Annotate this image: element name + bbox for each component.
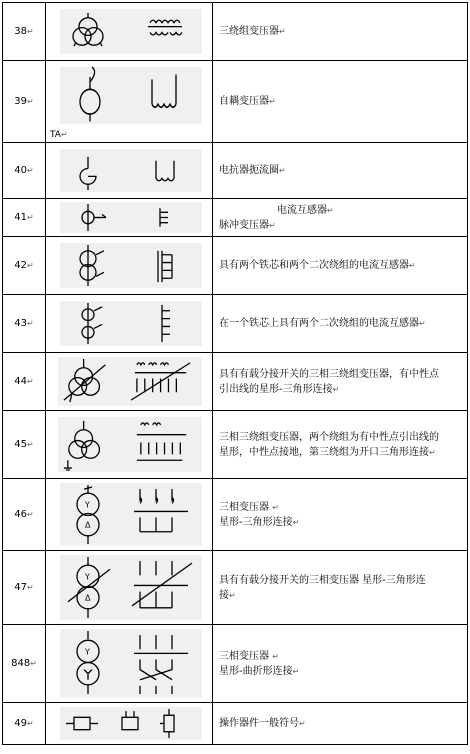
row-number: 49	[14, 718, 28, 729]
description-line	[219, 664, 467, 679]
row-number: 41	[14, 212, 28, 223]
return-mark: ↵	[272, 502, 279, 512]
return-mark: ↵	[332, 384, 340, 394]
description-line	[219, 500, 467, 515]
row-number-cell	[3, 199, 46, 237]
row-number-cell	[3, 237, 46, 295]
description-text: 接	[219, 589, 229, 601]
three-phase-star-zigzag-transformer-symbol	[60, 629, 202, 698]
description-cell	[213, 295, 468, 353]
symbol-cell	[46, 411, 213, 479]
symbol-cell	[46, 61, 213, 143]
svg-text:Δ: Δ	[85, 593, 91, 603]
return-mark: ↵	[409, 261, 416, 270]
row-number: 40	[14, 165, 28, 176]
table-row	[3, 237, 468, 295]
return-mark: ↵	[27, 97, 34, 106]
description-line	[219, 367, 467, 382]
return-mark: ↵	[27, 440, 34, 449]
svg-text:Δ: Δ	[85, 520, 91, 530]
description-line	[219, 218, 467, 233]
two-core-current-transformer-symbol	[60, 243, 202, 288]
three-phase-star-delta-transformer-symbol	[60, 483, 202, 546]
description-cell	[213, 703, 468, 745]
operating-device-symbol	[60, 707, 202, 740]
description-cell	[213, 143, 468, 199]
description-line	[219, 573, 467, 588]
return-mark: ↵	[279, 166, 286, 175]
return-mark: ↵	[292, 517, 300, 527]
return-mark: ↵	[429, 447, 436, 457]
description-line	[219, 430, 467, 445]
one-core-two-winding-current-transformer-symbol	[60, 301, 202, 346]
return-mark: ↵	[327, 205, 334, 215]
symbol-table	[2, 2, 468, 745]
row-number-cell	[3, 479, 46, 551]
symbol-cell	[46, 199, 213, 237]
description-line	[219, 382, 467, 397]
svg-text:Y: Y	[85, 500, 90, 510]
return-mark: ↵	[292, 666, 300, 676]
row-number: 42	[14, 260, 28, 271]
row-number: 39	[14, 96, 28, 107]
current-transformer-symbol	[60, 202, 202, 233]
symbol-cell	[46, 703, 213, 745]
description-text: 电抗器扼流圈	[219, 165, 279, 176]
table-row	[3, 411, 468, 479]
symbol-cell	[46, 551, 213, 625]
description-cell	[213, 199, 468, 237]
description-cell	[213, 61, 468, 143]
autotransformer-symbol	[60, 67, 202, 124]
return-mark: ↵	[27, 583, 34, 592]
return-mark: ↵	[30, 659, 37, 668]
description-text: 星形，中性点接地，第三绕组为开口三角形连接	[219, 446, 429, 458]
description-text: 引出线的星形-三角形连接	[219, 383, 333, 395]
symbol-cell	[46, 295, 213, 353]
description-text: 具有两个铁芯和两个二次绕组的电流互感器	[219, 260, 409, 271]
return-mark: ↵	[27, 213, 34, 222]
description-text: 星形-曲折形连接	[219, 665, 293, 677]
description-line	[219, 588, 467, 603]
description-text: 具有有载分接开关的三相三绕组变压器，有中性点	[219, 368, 439, 380]
row-number: 43	[14, 318, 28, 329]
table-row	[3, 625, 468, 703]
description-text: 三相变压器	[219, 501, 269, 513]
return-mark: ↵	[269, 220, 276, 230]
description-cell	[213, 353, 468, 411]
symbol-cell	[46, 143, 213, 199]
return-mark: ↵	[269, 97, 276, 106]
description-cell	[213, 479, 468, 551]
row-number-cell	[3, 703, 46, 745]
row-number-cell	[3, 143, 46, 199]
description-line	[219, 515, 467, 530]
three-winding-transformer-symbol	[60, 9, 202, 54]
description-cell	[213, 625, 468, 703]
row-number: 45	[14, 439, 28, 450]
return-mark: ↵	[299, 719, 306, 728]
figure-label-text: TA	[50, 130, 61, 140]
table-row	[3, 353, 468, 411]
symbol-cell	[46, 353, 213, 411]
description-text: 三绕组变压器	[219, 26, 279, 37]
description-cell	[213, 3, 468, 61]
symbol-cell	[46, 237, 213, 295]
row-number: 46	[14, 509, 28, 520]
figure-label	[50, 130, 68, 140]
return-mark: ↵	[279, 27, 286, 36]
description-text: 三相变压器	[219, 650, 269, 662]
row-number-cell	[3, 295, 46, 353]
row-number-cell	[3, 3, 46, 61]
description-line	[219, 445, 467, 460]
description-text: 星形-三角形连接	[219, 516, 293, 528]
on-load-tap-three-phase-star-delta-transformer-symbol	[60, 555, 202, 620]
three-phase-three-winding-transformer-grounded-symbol	[58, 417, 202, 472]
description-text: 自耦变压器	[219, 96, 269, 107]
on-load-tap-three-phase-three-winding-transformer-symbol	[58, 357, 202, 406]
table-row	[3, 703, 468, 745]
svg-text:Y: Y	[85, 572, 90, 582]
row-number-cell	[3, 625, 46, 703]
return-mark: ↵	[27, 377, 34, 386]
description-line	[219, 203, 467, 218]
description-text: 三相三绕组变压器，两个绕组为有中性点引出线的	[219, 431, 439, 443]
row-number-cell	[3, 61, 46, 143]
return-mark: ↵	[419, 319, 426, 328]
symbol-cell	[46, 625, 213, 703]
description-cell	[213, 237, 468, 295]
return-mark: ↵	[27, 719, 34, 728]
table-row	[3, 479, 468, 551]
return-mark: ↵	[27, 261, 34, 270]
table-row	[3, 199, 468, 237]
row-number: 38	[14, 26, 28, 37]
table-row	[3, 143, 468, 199]
description-text: 电流互感器	[277, 204, 327, 216]
symbol-cell	[46, 3, 213, 61]
return-mark: ↵	[27, 27, 34, 36]
return-mark: ↵	[27, 166, 34, 175]
svg-text:Y: Y	[85, 647, 90, 657]
row-number: 47	[14, 582, 28, 593]
symbol-cell	[46, 479, 213, 551]
table-row	[3, 61, 468, 143]
table-row	[3, 3, 468, 61]
return-mark: ↵	[27, 319, 34, 328]
row-number: 44	[14, 376, 28, 387]
reactor-choke-symbol	[60, 149, 202, 192]
row-number-cell	[3, 551, 46, 625]
return-mark: ↵	[60, 130, 68, 139]
row-number-cell	[3, 411, 46, 479]
table-row	[3, 295, 468, 353]
description-cell	[213, 551, 468, 625]
description-cell	[213, 411, 468, 479]
description-text: 在一个铁芯上具有两个二次绕组的电流互感器	[219, 318, 419, 329]
description-text: 操作器件一般符号	[219, 718, 299, 729]
return-mark: ↵	[272, 651, 279, 661]
return-mark: ↵	[27, 510, 34, 519]
return-mark: ↵	[229, 590, 236, 600]
description-line	[219, 649, 467, 664]
row-number-cell	[3, 353, 46, 411]
description-text: 具有有载分接开关的三相变压器 星形-三角形连	[219, 574, 426, 586]
row-number: 848	[11, 658, 31, 669]
table-row	[3, 551, 468, 625]
description-text: 脉冲变压器	[219, 219, 269, 231]
